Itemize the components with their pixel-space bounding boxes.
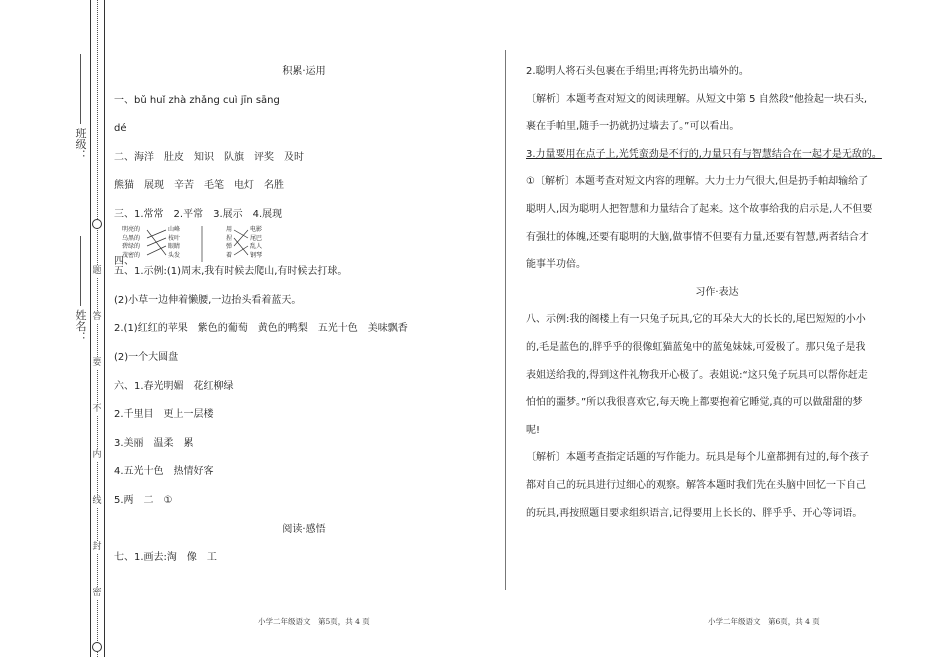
binding-line-outer xyxy=(90,0,91,657)
seal-char: 密 xyxy=(92,588,102,598)
seal-char: 内 xyxy=(92,450,102,460)
section-title-reading: 阅读·感悟 xyxy=(282,523,326,535)
seal-char: 答 xyxy=(92,312,102,322)
name-field xyxy=(58,230,88,343)
class-blank xyxy=(80,54,81,124)
binding-margin xyxy=(0,0,108,657)
answer-r11: 表姐送给我的,得到这件礼物我开心极了。表姐说:“这只兔子玩具可以帮你赶走 xyxy=(526,369,868,381)
answer-q1-line2: dé xyxy=(114,123,127,135)
answer-q3: 三、1.常常 2.平常 3.展示 4.展现 xyxy=(114,208,283,220)
answer-r16: 的玩具,再按照题目要求组织语言,记得要用上长长的、胖乎乎、开心等词语。 xyxy=(526,507,863,519)
answer-q2-line2: 熊猫 展现 辛苦 毛笔 电灯 名胜 xyxy=(114,180,284,192)
match-word: 着 xyxy=(226,251,233,259)
match-right-objects xyxy=(250,226,262,260)
answer-r4-underlined: 3.力量要用在点子上,光凭蛮劲是不行的,力量只有与智慧结合在一起才是无敌的。 xyxy=(526,148,882,160)
binding-dotted-line xyxy=(97,0,98,657)
binding-hole-bottom xyxy=(92,642,102,652)
match-word: 茂密的 xyxy=(122,251,141,259)
section-title-accumulation: 积累·运用 xyxy=(282,66,326,77)
seal-char: 要 xyxy=(92,358,102,368)
match-word: 眼睛 xyxy=(168,243,181,250)
answer-r3: 裹在手帕里,随手一扔就扔过墙去了。”可以看出。 xyxy=(526,121,740,133)
seal-char: 不 xyxy=(92,404,102,414)
match-word: 弹 xyxy=(226,243,233,250)
match-word: 乱人 xyxy=(250,243,263,250)
match-word: 电影 xyxy=(250,226,263,233)
answer-r9: 八、示例:我的阁楼上有一只兔子玩具,它的耳朵大大的长长的,尾巴短短的小小 xyxy=(526,314,866,326)
match-left-adjectives xyxy=(122,226,140,260)
match-word: 碧绿的 xyxy=(122,243,141,250)
page-footer-left: 小学二年级语文 第5页，共 4 页 xyxy=(258,617,370,626)
section-title-writing: 习作·表达 xyxy=(695,286,739,298)
answer-r12: 怕怕的噩梦。”所以我很喜欢它,每天晚上都要抱着它睡觉,真的可以做甜甜的梦 xyxy=(526,397,863,409)
answer-q1-line1: 一、bǔ huǐ zhà zhǎng cuì jīn sāng xyxy=(114,94,280,106)
name-label: 姓名： xyxy=(74,309,87,343)
match-word: 尾巴 xyxy=(250,234,263,242)
answer-r13: 呢! xyxy=(526,424,541,436)
answer-r8: 能事半功倍。 xyxy=(526,259,586,271)
seal-char: 封 xyxy=(92,542,102,552)
match-word: 明亮的 xyxy=(122,226,141,233)
answer-r5: ①〔解析〕本题考查对短文内容的理解。大力士力气很大,但是扔手帕却输给了 xyxy=(526,176,869,188)
answer-q5-4: (2)一个大圆盘 xyxy=(114,351,179,363)
match-word: 乌黑的 xyxy=(122,234,141,242)
answer-q5-1: 五、1.示例:(1)周末,我有时候去爬山,有时候去打球。 xyxy=(114,266,348,278)
match-word: 用 xyxy=(226,226,233,233)
answer-r6: 聪明人,因为聪明人把智慧和力量结合了起来。这个故事给我的启示是,人不但要 xyxy=(526,203,873,215)
column-divider xyxy=(505,50,506,590)
binding-hole-top xyxy=(92,219,102,229)
answer-q6-3: 3.美丽 温柔 累 xyxy=(114,437,194,449)
match-word: 钢琴 xyxy=(250,251,263,259)
answer-q5-3: 2.(1)红红的苹果 紫色的葡萄 黄色的鸭梨 五光十色 美味飘香 xyxy=(114,323,408,335)
answer-q2-line1: 二、海洋 肚皮 知识 队旗 评奖 及时 xyxy=(114,151,304,163)
answer-r7: 有强壮的体魄,还要有聪明的大脑,做事情不但要有力量,还要有智慧,两者结合才 xyxy=(526,231,869,243)
page-footer-right: 小学二年级语文 第6页，共 4 页 xyxy=(708,617,820,626)
match-word: 山峰 xyxy=(168,226,181,233)
answer-q6-5: 5.两 二 ① xyxy=(114,494,173,506)
answer-r15: 都对自己的玩具进行过细心的观察。解答本题时我们先在头脑中回忆一下自己 xyxy=(526,479,866,491)
answer-r10: 的,毛是蓝色的,胖乎乎的很像虹猫蓝兔中的蓝兔妹妹,可爱极了。那只兔子是我 xyxy=(526,341,866,353)
match-word: 枝叶 xyxy=(168,234,181,242)
seal-char: 题 xyxy=(92,266,102,276)
right-column xyxy=(526,58,908,527)
match-left-nouns xyxy=(168,226,180,260)
seal-char: 线 xyxy=(92,496,102,506)
class-field xyxy=(58,48,88,161)
answer-q7-1: 七、1.画去:淘 像 工 xyxy=(114,552,217,564)
answer-q6-1: 六、1.春光明媚 花红柳绿 xyxy=(114,380,234,392)
answer-r14: 〔解析〕本题考查指定话题的写作能力。玩具是每个儿童都拥有过的,每个孩子 xyxy=(526,452,870,464)
answer-r2: 〔解析〕本题考查对短文的阅读理解。从短文中第 5 自然段“他捡起一块石头, xyxy=(526,93,868,105)
class-label: 班级： xyxy=(74,127,87,161)
left-column xyxy=(114,58,494,573)
match-right-verbs xyxy=(226,226,232,260)
match-word: 捏 xyxy=(226,234,233,242)
name-blank xyxy=(80,236,81,306)
binding-line-inner xyxy=(104,0,105,657)
answer-q6-2: 2.千里目 更上一层楼 xyxy=(114,409,214,421)
match-word: 头发 xyxy=(168,251,181,259)
answer-r1: 2.聪明人将石头包裹在手绢里;再将先扔出墙外的。 xyxy=(526,66,749,77)
q4-matching-figure xyxy=(114,226,284,264)
answer-q4-label: 四、 xyxy=(114,256,134,267)
answer-q6-4: 4.五光十色 热情好客 xyxy=(114,466,214,478)
answer-q5-2: (2)小草一边伸着懒腰,一边抬头看着蓝天。 xyxy=(114,294,302,306)
